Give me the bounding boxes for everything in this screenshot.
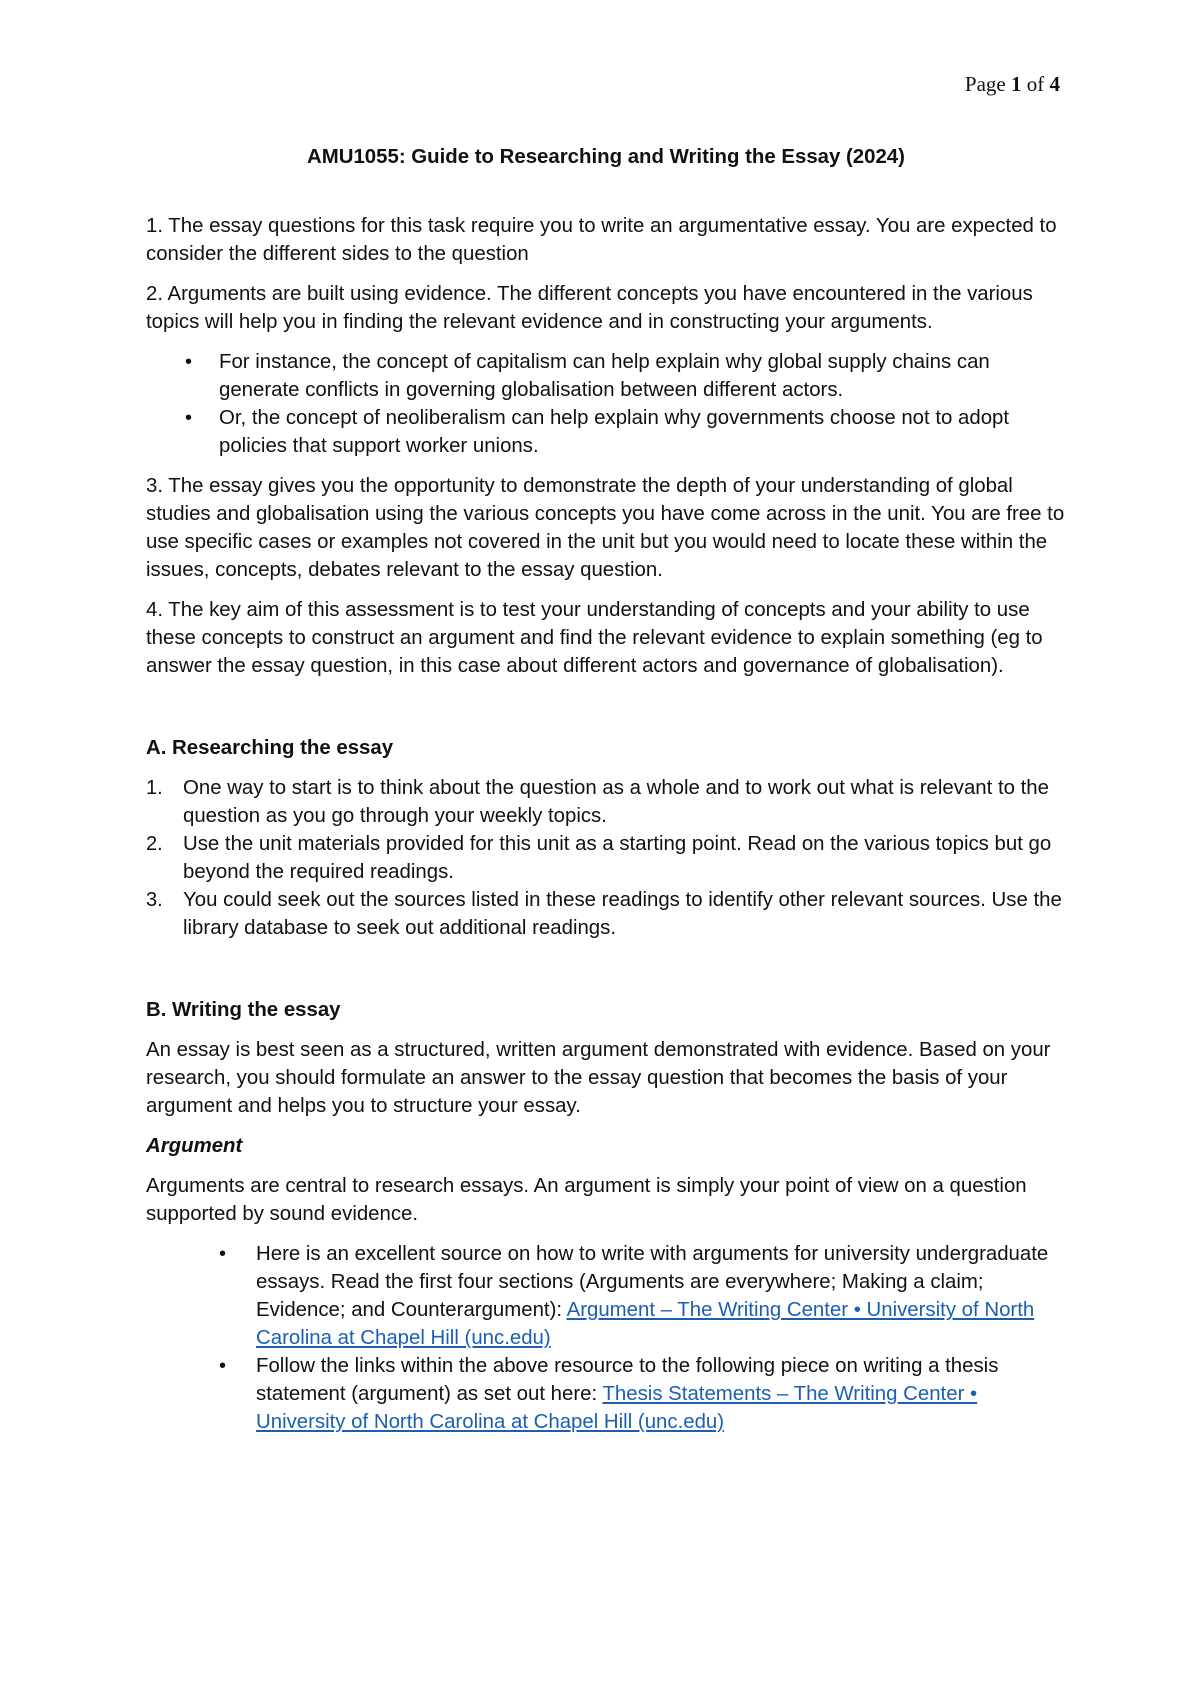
argument-bullet-list (146, 1240, 1066, 1436)
page-current: 1 (1011, 72, 1022, 96)
bullet-icon: • (185, 351, 193, 373)
intro-point-2: 2. Arguments are built using evidence. The different concepts you have encountered in the various topics will help you in finding the relevant evidence and in constructing your arguments. (146, 283, 1033, 333)
list-number: 2. (146, 833, 163, 855)
list-item (146, 774, 1066, 830)
list-item (146, 348, 1066, 404)
bullet-icon: • (185, 407, 193, 429)
page-number (965, 72, 1060, 97)
list-item (146, 1240, 1066, 1352)
page-total: 4 (1049, 72, 1060, 96)
intro-point-3: 3. The essay gives you the opportunity to demonstrate the depth of your understanding of global studies and globalisation using the various concepts you have come across in the unit. You are free to use specific cases or examples not covered in the unit but you would need to locate these within the issues, concepts, debates relevant to the essay question. (146, 475, 1065, 581)
list-number: 1. (146, 777, 163, 799)
section-a-list (146, 774, 1066, 942)
intro-point-1: 1. The essay questions for this task require you to write an argumentative essay. You are expected to consider the different sides to the question (146, 215, 1057, 265)
section-b-paragraph: An essay is best seen as a structured, written argument demonstrated with evidence. Based on your research, you should formulate an answer to the essay question that becomes the basis of your argument and helps you to structure your essay. (146, 1039, 1051, 1117)
list-item-text: You could seek out the sources listed in these readings to identify other relevant sources. Use the library database to seek out additional readings. (183, 889, 1062, 939)
list-item (146, 404, 1066, 460)
list-item-text: Or, the concept of neoliberalism can help explain why governments choose not to adopt policies that support worker unions. (219, 407, 1010, 457)
list-item (146, 830, 1066, 886)
section-spacer (146, 954, 1066, 996)
list-item-text: One way to start is to think about the question as a whole and to work out what is relevant to the question as you go through your weekly topics. (183, 777, 1049, 827)
section-a-heading: A. Researching the essay (146, 737, 394, 759)
page-of: of (1026, 72, 1045, 96)
intro-bullet-list (146, 348, 1066, 460)
list-item-text: For instance, the concept of capitalism can help explain why global supply chains can generate conflicts in governing globalisation between different actors. (219, 351, 990, 401)
section-b-heading: B. Writing the essay (146, 999, 341, 1021)
bullet-icon: • (219, 1355, 227, 1377)
list-item (146, 1352, 1066, 1436)
page-label: Page (964, 72, 1006, 96)
document-title: AMU1055: Guide to Researching and Writing the Essay (2024) (307, 146, 905, 168)
list-number: 3. (146, 889, 163, 911)
unc-argument-link[interactable]: Argument – The Writing Center • University of North Carolina at Chapel Hill (unc.edu) (256, 1299, 1035, 1349)
list-item-text: Follow the links within the above resource to the following piece on writing a thesis statement (argument) as set out here: (256, 1355, 999, 1405)
section-spacer (146, 692, 1066, 734)
list-item-text: Use the unit materials provided for this unit as a starting point. Read on the various topics but go beyond the required readings. (183, 833, 1052, 883)
intro-point-4: 4. The key aim of this assessment is to test your understanding of concepts and your ability to use these concepts to construct an argument and find the relevant evidence to explain something (eg to answer the essay question, in this case about different actors and governance of globalisation). (146, 599, 1043, 677)
argument-paragraph: Arguments are central to research essays. An argument is simply your point of view on a question supported by sound evidence. (146, 1175, 1027, 1225)
unc-thesis-link[interactable]: Thesis Statements – The Writing Center • University of North Carolina at Chapel Hill (unc.edu) (256, 1383, 978, 1433)
document-body (146, 143, 1066, 1448)
list-item-text: Here is an excellent source on how to write with arguments for university undergraduate essays. Read the first four sections (Arguments are everywhere; Making a claim; Evidence; and Counterargument): (256, 1243, 1049, 1321)
argument-heading: Argument (146, 1135, 243, 1157)
list-item (146, 886, 1066, 942)
bullet-icon: • (219, 1243, 227, 1265)
